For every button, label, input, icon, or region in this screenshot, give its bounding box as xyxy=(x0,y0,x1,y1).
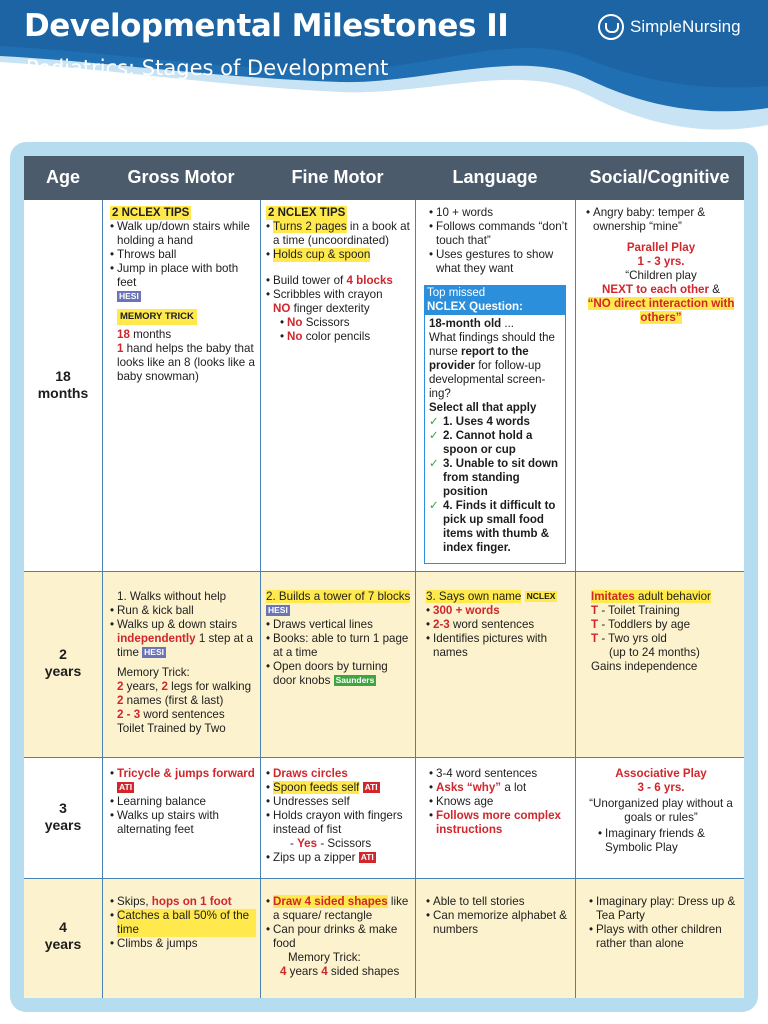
list-item: • Identifies pictures with names xyxy=(426,632,572,660)
memory-trick-label: MEMORY TRICK xyxy=(110,309,256,325)
ati-tag: ATI xyxy=(364,782,378,792)
language-2-years xyxy=(426,590,572,660)
play-quote: “Unorganized play without a goals or rules” xyxy=(589,797,733,824)
answer-option: ✓ 2. Cannot hold a spoon or cup xyxy=(429,430,533,456)
fine-motor-4-years xyxy=(266,895,412,979)
column-header-social-cognitive: Social/Cognitive xyxy=(589,167,730,187)
age-label-18-months xyxy=(24,368,102,402)
brand-name: SimpleNursing xyxy=(630,17,741,36)
age-number: 3 xyxy=(59,800,67,816)
list-item: • Throws ball xyxy=(110,248,256,262)
memory-trick-label: Memory Trick: xyxy=(117,666,190,679)
list-item: • Knows age xyxy=(429,795,571,809)
checkmark-icon: ✓ xyxy=(429,458,439,470)
fine-motor-18-months xyxy=(266,206,411,344)
play-quote: “Children play xyxy=(625,269,697,282)
list-item: • 10 + words xyxy=(429,206,571,220)
fine-motor-2-years xyxy=(266,590,411,688)
list-item: • Walks up & down stairs independently 1 step at a time HESI xyxy=(110,618,256,660)
stethoscope-logo-icon xyxy=(598,14,624,40)
age-number: 18 xyxy=(55,368,71,384)
age-label-4-years xyxy=(24,919,102,953)
age-unit: years xyxy=(44,817,82,833)
checkmark-icon: ✓ xyxy=(429,430,439,442)
list-item: • Draws vertical lines xyxy=(266,618,411,632)
nclex-question-header: Top missed NCLEX Question: xyxy=(424,285,566,315)
play-type: Parallel Play xyxy=(626,241,696,254)
list-item: • Can memorize alphabet & numbers xyxy=(426,909,572,937)
list-item: 1. Walks without help xyxy=(117,590,227,603)
list-item: • Follows commands “don’t touch that” xyxy=(429,220,571,248)
memory-trick-line: 4 years 4 sided shapes xyxy=(280,965,400,978)
ati-tag: ATI xyxy=(119,782,133,792)
list-item xyxy=(110,290,256,304)
page-header xyxy=(0,0,768,140)
gross-motor-18-months xyxy=(110,206,256,384)
social-cognitive-2-years xyxy=(591,590,739,674)
row-divider xyxy=(24,571,744,572)
list-item: • Scribbles with crayon xyxy=(266,288,411,302)
answer-option: ✓ 1. Uses 4 words xyxy=(429,416,530,428)
column-header-language: Language xyxy=(452,167,538,187)
social-cognitive-4-years xyxy=(589,895,739,951)
fine-motor-3-years xyxy=(266,767,412,865)
list-item: T - Toddlers by age xyxy=(591,618,691,631)
column-header-fine-motor: Fine Motor xyxy=(291,167,384,187)
hesi-tag: HESI xyxy=(268,605,288,615)
list-item: • 3-4 word sentences xyxy=(429,767,571,781)
list-item: • Skips, hops on 1 foot xyxy=(110,895,256,909)
list-item: - Yes - Scissors xyxy=(290,837,372,850)
list-item: • Walk up/down stairs while holding a hand xyxy=(110,220,256,248)
memory-trick-line: 2 names (first & last) xyxy=(117,694,224,707)
nclex-tips-badge: 2 NCLEX TIPS xyxy=(268,207,346,219)
list-item: • Learning balance xyxy=(110,795,256,809)
hesi-tag: HESI xyxy=(119,291,139,301)
list-item: • Walks up stairs with alternating feet xyxy=(110,809,256,837)
row-divider xyxy=(24,878,744,879)
list-item: • Jump in place with both feet xyxy=(110,262,256,290)
list-item: T - Toilet Training xyxy=(591,604,680,617)
list-item: • Catches a ball 50% of the time xyxy=(110,909,256,937)
list-item: • Climbs & jumps xyxy=(110,937,256,951)
list-item: • Spoon feeds self ATI xyxy=(266,781,412,795)
language-3-years xyxy=(429,767,571,837)
row-divider xyxy=(24,757,744,758)
column-header-age: Age xyxy=(45,167,80,187)
list-item: • Asks “why” a lot xyxy=(429,781,571,795)
saunders-tag: Saunders xyxy=(335,675,375,685)
list-item: • Holds crayon with fingers instead of fist xyxy=(266,809,412,837)
list-item: • Holds cup & spoon xyxy=(266,248,411,262)
list-item: (up to 24 months) xyxy=(609,646,700,659)
social-cognitive-3-years xyxy=(586,767,736,855)
answer-option: ✓ 4. Finds it difficult to pick up small food items with thumb & index finger. xyxy=(429,500,556,554)
age-unit: years xyxy=(44,663,82,679)
social-cognitive-18-months xyxy=(586,206,736,325)
list-item: • Zips up a zipper ATI xyxy=(266,851,412,865)
play-age-range: 1 - 3 yrs. xyxy=(637,255,685,268)
list-item: • Plays with other children rather than alone xyxy=(589,923,739,951)
list-item: • Imaginary friends & Symbolic Play xyxy=(586,827,736,855)
list-item: • Uses gestures to show what they want xyxy=(429,248,571,276)
list-item: 2. Builds a tower of 7 blocks HESI xyxy=(266,590,411,615)
checkmark-icon: ✓ xyxy=(429,500,439,512)
list-item: • Draws circles xyxy=(266,767,412,781)
list-item: • Open doors by turning door knobs Saunders xyxy=(266,660,411,688)
question-subject: 18-month old ... xyxy=(429,318,514,330)
memory-trick-line: 2 - 3 word sentences xyxy=(117,708,225,721)
age-unit: months xyxy=(37,385,89,401)
memory-trick-label: Memory Trick: xyxy=(288,951,361,964)
play-description: “NO direct interaction with others” xyxy=(587,297,735,324)
list-item: • Follows more complex instructions xyxy=(429,809,571,837)
memory-trick-line: 2 years, 2 legs for walking xyxy=(117,680,252,693)
list-item: • Undresses self xyxy=(266,795,412,809)
list-item: • Angry baby: temper & ownership “mine” xyxy=(586,206,736,234)
list-item: • Able to tell stories xyxy=(426,895,572,909)
play-type: Associative Play xyxy=(615,767,707,780)
age-label-3-years xyxy=(24,800,102,834)
age-number: 2 xyxy=(59,646,67,662)
list-item: • No color pencils xyxy=(266,330,411,344)
milestones-table xyxy=(24,156,744,998)
list-item: • Build tower of 4 blocks xyxy=(266,274,411,288)
nclex-tag: NCLEX xyxy=(526,591,556,601)
list-item: T - Two yrs old xyxy=(591,632,667,645)
answer-option: ✓ 3. Unable to sit down from standing position xyxy=(429,458,559,498)
memory-trick-line: Toilet Trained by Two xyxy=(117,722,226,735)
page-subtitle: Pediatrics: Stages of Development xyxy=(26,56,389,80)
gross-motor-4-years xyxy=(110,895,256,951)
list-item: • Imaginary play: Dress up & Tea Party xyxy=(589,895,739,923)
question-instruction: Select all that apply xyxy=(429,402,537,414)
gross-motor-3-years xyxy=(110,767,256,837)
list-item: • No Scissors xyxy=(266,316,411,330)
list-item: • Can pour drinks & make food xyxy=(266,923,412,951)
play-age-range: 3 - 6 yrs. xyxy=(637,781,685,794)
age-number: 4 xyxy=(59,919,67,935)
list-item: • Books: able to turn 1 page at a time xyxy=(266,632,411,660)
nclex-question-box xyxy=(424,314,566,564)
table-header-row xyxy=(24,156,744,200)
age-unit: years xyxy=(44,936,82,952)
play-description: NEXT to each other & xyxy=(602,283,720,296)
list-item: 3. Says own name NCLEX xyxy=(426,590,556,603)
brand-logo xyxy=(598,14,741,40)
language-4-years xyxy=(426,895,572,937)
list-item: • Turns 2 pages in a book at a time (uncoordinated) xyxy=(266,220,411,248)
language-18-months xyxy=(429,206,571,276)
gross-motor-2-years xyxy=(110,590,256,736)
list-item: Gains independence xyxy=(591,660,698,673)
list-item: • Tricycle & jumps forward ATI xyxy=(110,767,256,795)
nclex-tips-badge: 2 NCLEX TIPS xyxy=(112,207,190,219)
hesi-tag: HESI xyxy=(144,647,164,657)
list-item: • 300 + words xyxy=(426,604,572,618)
ati-tag: ATI xyxy=(360,852,374,862)
list-item: NO finger dexterity xyxy=(273,302,370,315)
list-item: Imitates adult behavior xyxy=(591,590,711,603)
list-item: • Draw 4 sided shapes like a square/ rectangle xyxy=(266,895,412,923)
question-text: What findings should the nurse report to the provider for follow-up developmental screening? xyxy=(429,332,555,400)
age-label-2-years xyxy=(24,646,102,680)
memory-trick-line: 18 months xyxy=(117,328,172,341)
page-title: Developmental Milestones II xyxy=(24,8,509,44)
list-item: • Run & kick ball xyxy=(110,604,256,618)
memory-trick-line: 1 hand helps the baby that looks like an 8 (looks like a baby snowman) xyxy=(117,342,255,383)
checkmark-icon: ✓ xyxy=(429,416,439,428)
column-header-gross-motor: Gross Motor xyxy=(127,167,235,187)
list-item: • 2-3 word sentences xyxy=(426,618,572,632)
